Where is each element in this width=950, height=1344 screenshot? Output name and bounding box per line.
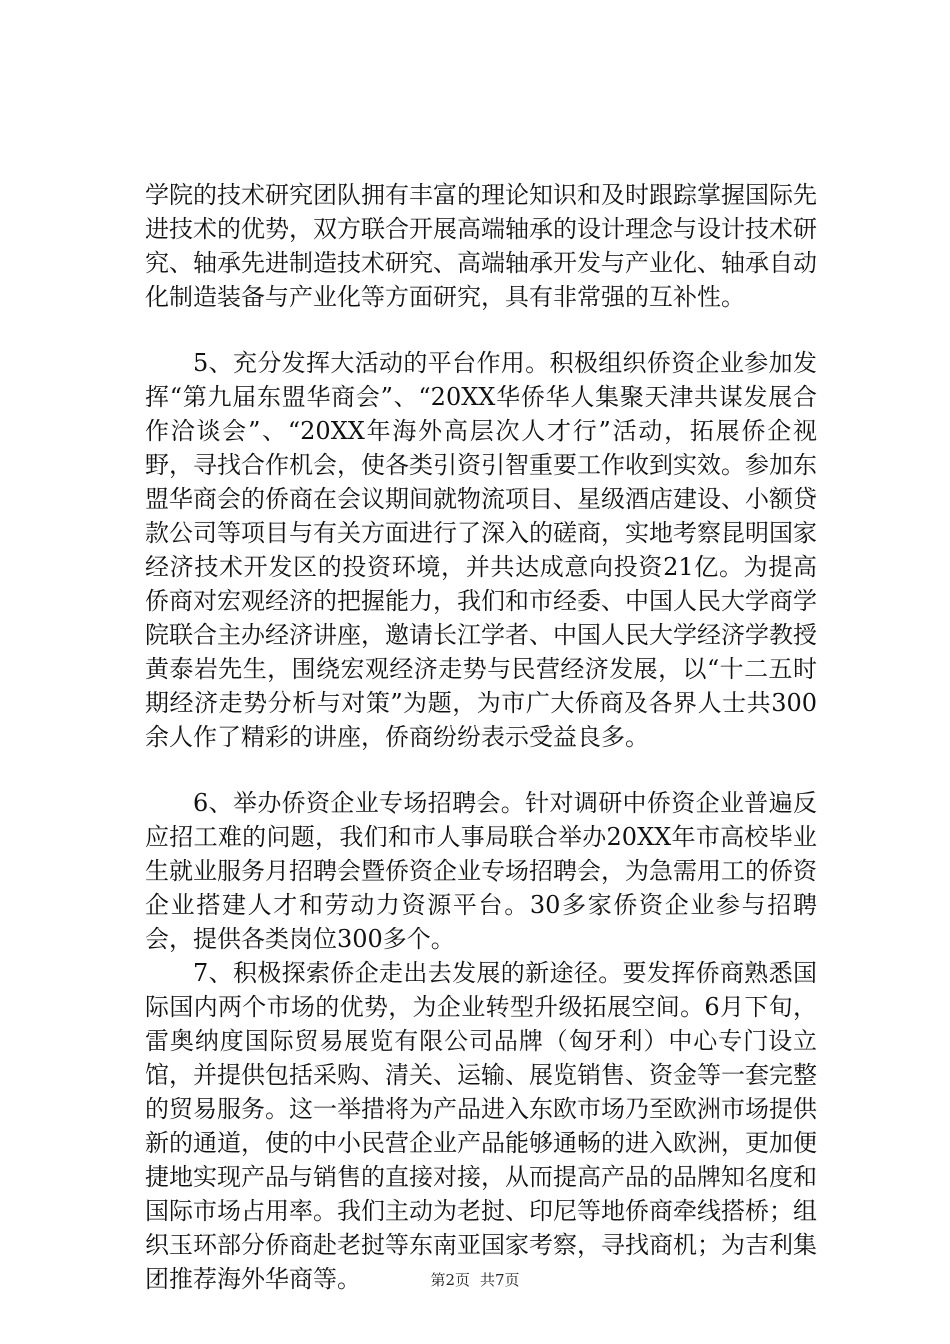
page-total: 共7页 bbox=[480, 1271, 520, 1289]
paragraph-2: 5、充分发挥大活动的平台作用。积极组织侨资企业参加发挥“第九届东盟华商会”、“20XX华侨华人集聚天津共谋发展合作洽谈会”、“20XX年海外高层次人才行”活动，拓展侨企视野，寻找合作机会，使各类引资引智重要工作收到实效。参加东盟华商会的侨商在会议期间就物流项目、星级酒店建设、小额贷款公司等项目与有关方面进行了深入的磋商，实地考察昆明国家经济技术开发区的投资环境，并共达成意向投资21亿。为提高侨商对宏观经济的把握能力，我们和市经委、中国人民大学商学院联合主办经济讲座，邀请长江学者、中国人民大学经济学教授黄泰岩先生，围绕宏观经济走势与民营经济发展，以“十二五时期经济走势分析与对策”为题，为市广大侨商及各界人士共300余人作了精彩的讲座，侨商纷纷表示受益良多。 bbox=[145, 349, 817, 751]
page-footer bbox=[0, 1269, 950, 1290]
page-number: 第2页 bbox=[430, 1271, 470, 1289]
paragraph-1: 学院的技术研究团队拥有丰富的理论知识和及时跟踪掌握国际先进技术的优势，双方联合开展高端轴承的设计理念与设计技术研究、轴承先进制造技术研究、高端轴承开发与产业化、轴承自动化制造装备与产业化等方面研究，具有非常强的互补性。 bbox=[145, 181, 817, 311]
paragraph-4: 7、积极探索侨企走出去发展的新途径。要发挥侨商熟悉国际国内两个市场的优势，为企业转型升级拓展空间。6月下旬，雷奥纳度国际贸易展览有限公司品牌（匈牙利）中心专门设立馆，并提供包括采购、清关、运输、展览销售、资金等一套完整的贸易服务。这一举措将为产品进入东欧市场乃至欧洲市场提供新的通道，使的中小民营企业产品能够通畅的进入欧洲，更加便捷地实现产品与销售的直接对接，从而提高产品的品牌知名度和国际市场占用率。我们主动为老挝、印尼等地侨商牵线搭桥；组织玉环部分侨商赴老挝等东南亚国家考察，寻找商机；为吉利集团推荐海外华商等。 bbox=[145, 959, 817, 1293]
document-body bbox=[145, 178, 817, 1296]
paragraph-3: 6、举办侨资企业专场招聘会。针对调研中侨资企业普遍反应招工难的问题，我们和市人事局联合举办20XX年市高校毕业生就业服务月招聘会暨侨资企业专场招聘会，为急需用工的侨资企业搭建人才和劳动力资源平台。30多家侨资企业参与招聘会，提供各类岗位300多个。 bbox=[145, 789, 817, 953]
